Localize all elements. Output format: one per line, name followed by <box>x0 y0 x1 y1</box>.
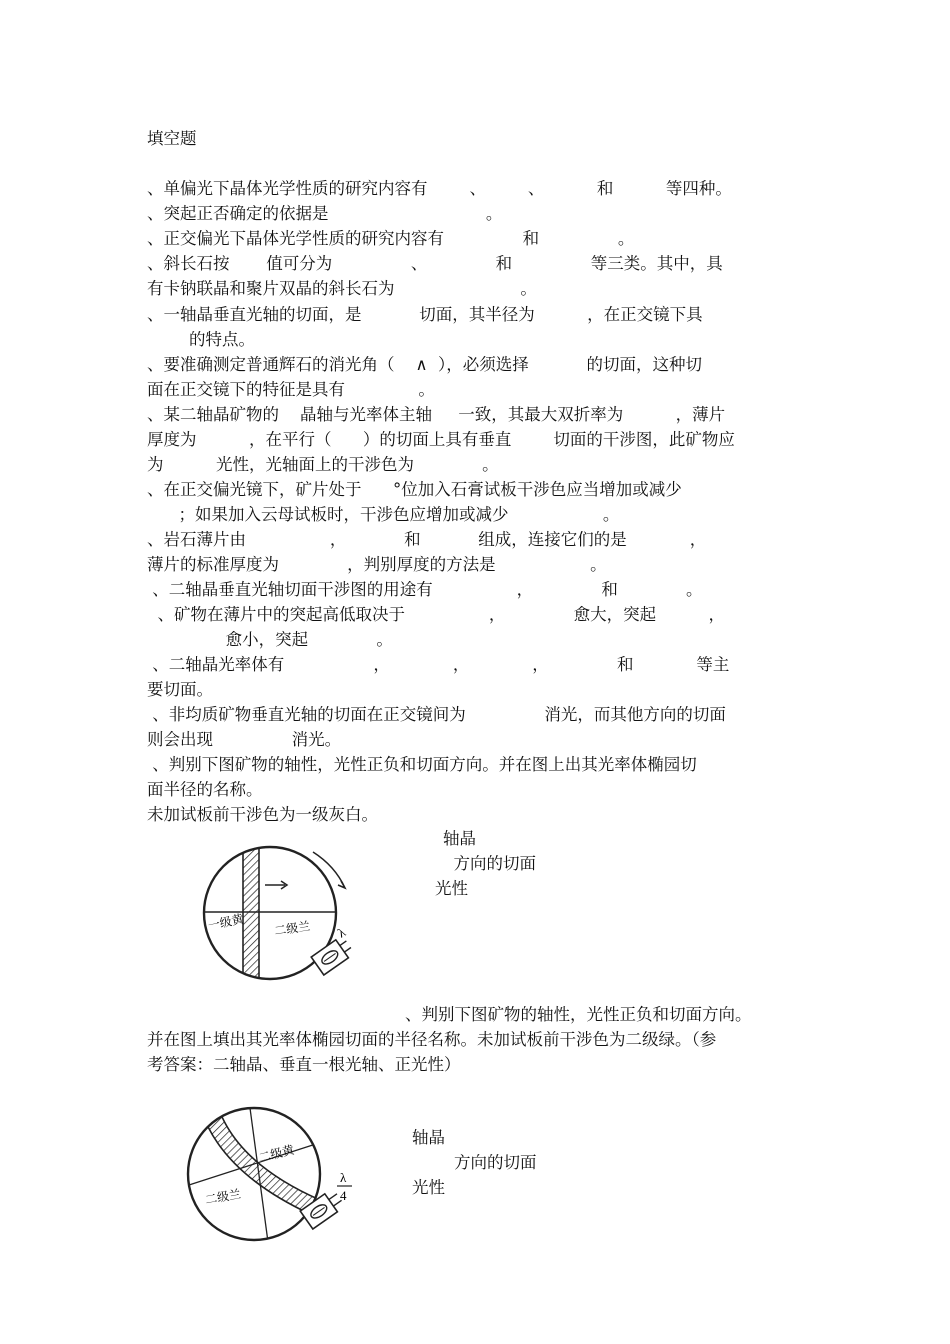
text-line: 的特点。 <box>147 330 255 349</box>
text-line: 未加试板前干涉色为一级灰白。 <box>147 805 378 824</box>
text-line: 面在正交镜下的特征是具有 。 <box>147 380 435 399</box>
text-line: 薄片的标准厚度为 ，判别厚度的方法是 。 <box>147 555 607 574</box>
text-line: 、突起正否确定的依据是 。 <box>147 204 503 223</box>
text-line: ；如果加入云母试板时，干涉色应增加或减少 。 <box>147 505 620 524</box>
text-line: 轴晶 <box>412 1128 445 1147</box>
hatched-band <box>243 843 259 983</box>
label-second-order-blue: 二级兰 <box>273 919 312 938</box>
figure-2-diagram <box>180 1102 370 1247</box>
text-line: 、正交偏光下晶体光学性质的研究内容有 和 。 <box>147 229 635 248</box>
text-line: 、岩石薄片由 ， 和 组成，连接它们的是 ， <box>147 530 707 549</box>
label-second-order-blue: 二级兰 <box>204 1186 242 1207</box>
text-line: 愈小，突起 。 <box>147 630 393 649</box>
plate-lambda-label: λ <box>340 1170 347 1185</box>
label-first-order-yellow: 一级黄 <box>206 911 245 933</box>
text-line: 考答案：二轴晶、垂直一根光轴、正光性） <box>147 1055 461 1074</box>
text-line: 有卡钠联晶和聚片双晶的斜长石为 。 <box>147 279 537 298</box>
text-line: 则会出现 消光。 <box>147 730 342 749</box>
plate-quarter-label: 4 <box>340 1188 347 1203</box>
label-second-order-yellow: 二级黄 <box>257 1142 296 1165</box>
text-line: 厚度为 ，在平行（ ）的切面上具有垂直 切面的干涉图，此矿物应 <box>147 430 735 449</box>
text-line: 方向的切面 <box>443 854 536 873</box>
text-line: 、判别下图矿物的轴性，光性正负和切面方向。 <box>405 1005 752 1024</box>
text-line: 方向的切面 <box>412 1153 537 1172</box>
text-line: 为 光性，光轴面上的干涉色为 。 <box>147 455 499 474</box>
test-plate <box>311 935 355 975</box>
text-line: 、在正交偏光镜下，矿片处于 °位加入石膏试板干涉色应当增加或减少 <box>147 480 682 499</box>
text-line: 轴晶 <box>443 829 476 848</box>
text-line: 要切面。 <box>147 680 213 699</box>
text-line: 、斜长石按 值可分为 、 和 等三类。其中，具 <box>147 254 723 273</box>
text-line: 、二轴晶垂直光轴切面干涉图的用途有 ， 和 。 <box>147 580 703 599</box>
text-line: 、矿物在薄片中的突起高低取决于 ， 愈大，突起 ， <box>147 605 726 624</box>
text-line: 、要准确测定普通辉石的消光角（ ∧ ），必须选择 的切面，这种切 <box>147 355 702 374</box>
page-title: 填空题 <box>147 129 197 148</box>
text-line: 并在图上填出其光率体椭园切面的半径名称。未加试板前干涉色为二级绿。（参 <box>147 1030 717 1049</box>
text-line: 、非均质矿物垂直光轴的切面在正交镜间为 消光，而其他方向的切面 <box>147 705 726 724</box>
plate-lambda-label: λ <box>335 924 348 941</box>
text-line: 、某二轴晶矿物的 晶轴与光率体主轴 一致，其最大双折率为 ，薄片 <box>147 405 726 424</box>
text-line: 面半径的名称。 <box>147 780 263 799</box>
text-line: 光性 <box>435 879 468 898</box>
text-line: 、判别下图矿物的轴性，光性正负和切面方向。并在图上出其光率体椭园切 <box>147 755 697 774</box>
text-line: 、二轴晶光率体有 ， ， ， 和 等主 <box>147 655 730 674</box>
text-line: 、单偏光下晶体光学性质的研究内容有 、 、 和 等四种。 <box>147 179 732 198</box>
text-line: 、一轴晶垂直光轴的切面，是 切面，其半径为 ，在正交镜下具 <box>147 305 703 324</box>
figure-1-diagram <box>195 838 365 988</box>
text-line: 光性 <box>412 1178 445 1197</box>
